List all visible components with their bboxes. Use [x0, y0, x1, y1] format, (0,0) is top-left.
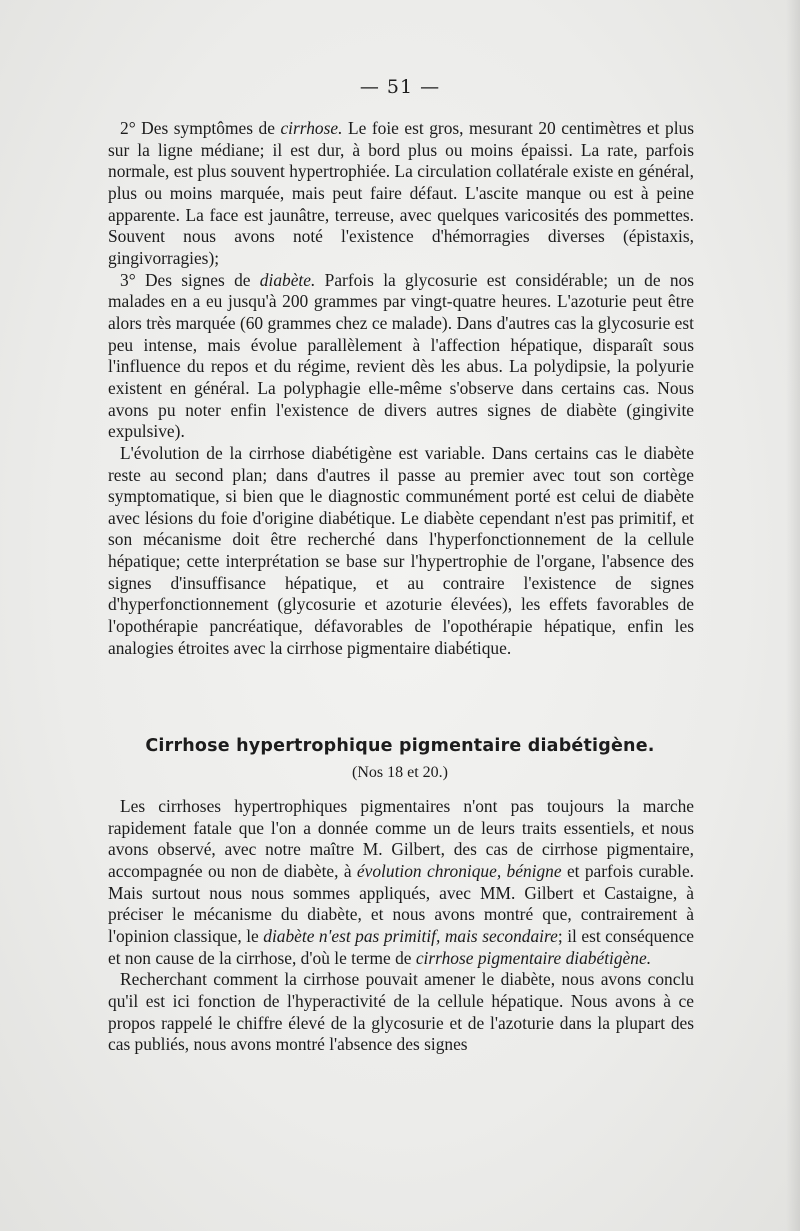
page-number: — 51 — — [359, 76, 441, 98]
italic-term: diabète. — [259, 269, 316, 290]
italic-term: cirrhose pigmentaire diabétigène. — [415, 947, 652, 968]
paragraph-text: Les cirrhoses hypertrophiques pigmentaires n'ont pas toujours la marche rapidement fatale que l'on a donnée comme un de leurs traits essentiels, et nous avons observé, avec notre maître M. Gilbert, des cas de cirrhose pigmentaire, accompagnée ou non de diabète, à — [108, 796, 694, 881]
paragraph-text: Le foie est gros, mesurant 20 centimètres et plus sur la ligne médiane; il est dur, à bord plus ou moins épaissi. La rate, parfois normale, est plus souvent hypertrophiée. La circulation collatérale existe en général, plus ou moins marquée, mais peut faire défaut. L'ascite manque ou est à peine apparente. La face est jaunâtre, terreuse, avec quelques varicosités des pommettes. Souvent nous avons noté l'existence d'hémorragies diverses (épistaxis, gingivorragies); — [108, 118, 694, 268]
italic-term: évolution chronique, bénigne — [356, 860, 562, 881]
paragraph-hypertrophic-cirrhosis — [108, 796, 694, 969]
page-edge-shadow — [786, 0, 800, 1231]
paragraph-evolution: L'évolution de la cirrhose diabétigène est variable. Dans certains cas le diabète reste au second plan; dans d'autres il passe au premier avec tout son cortège symptomatique, si bien que le diagnostic communément porté est celui de diabète avec lésions du foie d'origine diabétique. Le diabète cependant n'est pas primitif, et son mécanisme doit être recherché dans l'hyperfonctionnement de la cellule hépatique; cette interprétation se base sur l'hypertrophie de l'organe, l'absence des signes d'insuffisance hépatique, et au contraire l'existence de signes d'hyperfonctionnement (glycosurie et azoturie élevées), les effets favorables de l'opothérapie pancréatique, défavorables de l'opothérapie hépatique, enfin les analogies étroites avec la cirrhose pigmentaire diabétique. — [108, 442, 694, 658]
paragraph-cirrhosis-symptoms — [108, 118, 694, 270]
paragraph-mechanism: Recherchant comment la cirrhose pouvait amener le diabète, nous avons conclu qu'il est ici fonction de l'hyperactivité de la cellule hépatique. Nous avons à ce propos rappelé le chiffre élevé de la glycosurie et de l'azoturie dans la plupart des cas publiés, nous avons montré l'absence des signes — [108, 969, 694, 1055]
paragraph-text: et parfois curable. Mais surtout nous nous sommes appliqués, avec MM. Gilbert et Castaigne, à préciser le mécanisme du diabète, et nous avons montré que, contrairement à l'opinion classique, le — [108, 860, 695, 946]
italic-term: cirrhose. — [280, 118, 343, 138]
paragraph-diabetes-signs — [108, 270, 694, 443]
paragraph-text: Parfois la glycosurie est considérable; un de nos malades en a eu jusqu'à 200 grammes par vingt-quatre heures. L'azoturie peut être alors très marquée (60 grammes chez ce malade). Dans d'autres cas la glycosurie est peu intense, mais évolue parallèlement à l'affection hépatique, disparaît sous l'influence du repos et du régime, revient dès les abus. La polydipsie, la polyurie existent en général. La polyphagie elle-même s'observe dans certains cas. Nous avons pu noter enfin l'existence de divers autres signes de diabète (gingivite expulsive). — [108, 269, 694, 442]
paragraph-text: 3° Des signes de — [120, 269, 260, 290]
text-block-top — [108, 118, 694, 659]
italic-term: diabète n'est pas primitif, mais secondaire — [263, 925, 558, 946]
paragraph-text: ; il est conséquence et non cause de la cirrhose, d'où le terme de — [108, 925, 695, 968]
paragraph-text: 2° Des symptômes de — [120, 118, 281, 138]
section-title: Cirrhose hypertrophique pigmentaire diabétigène. — [145, 736, 655, 756]
section-reference: (Nos 18 et 20.) — [352, 764, 448, 781]
text-block-bottom — [108, 796, 694, 1056]
